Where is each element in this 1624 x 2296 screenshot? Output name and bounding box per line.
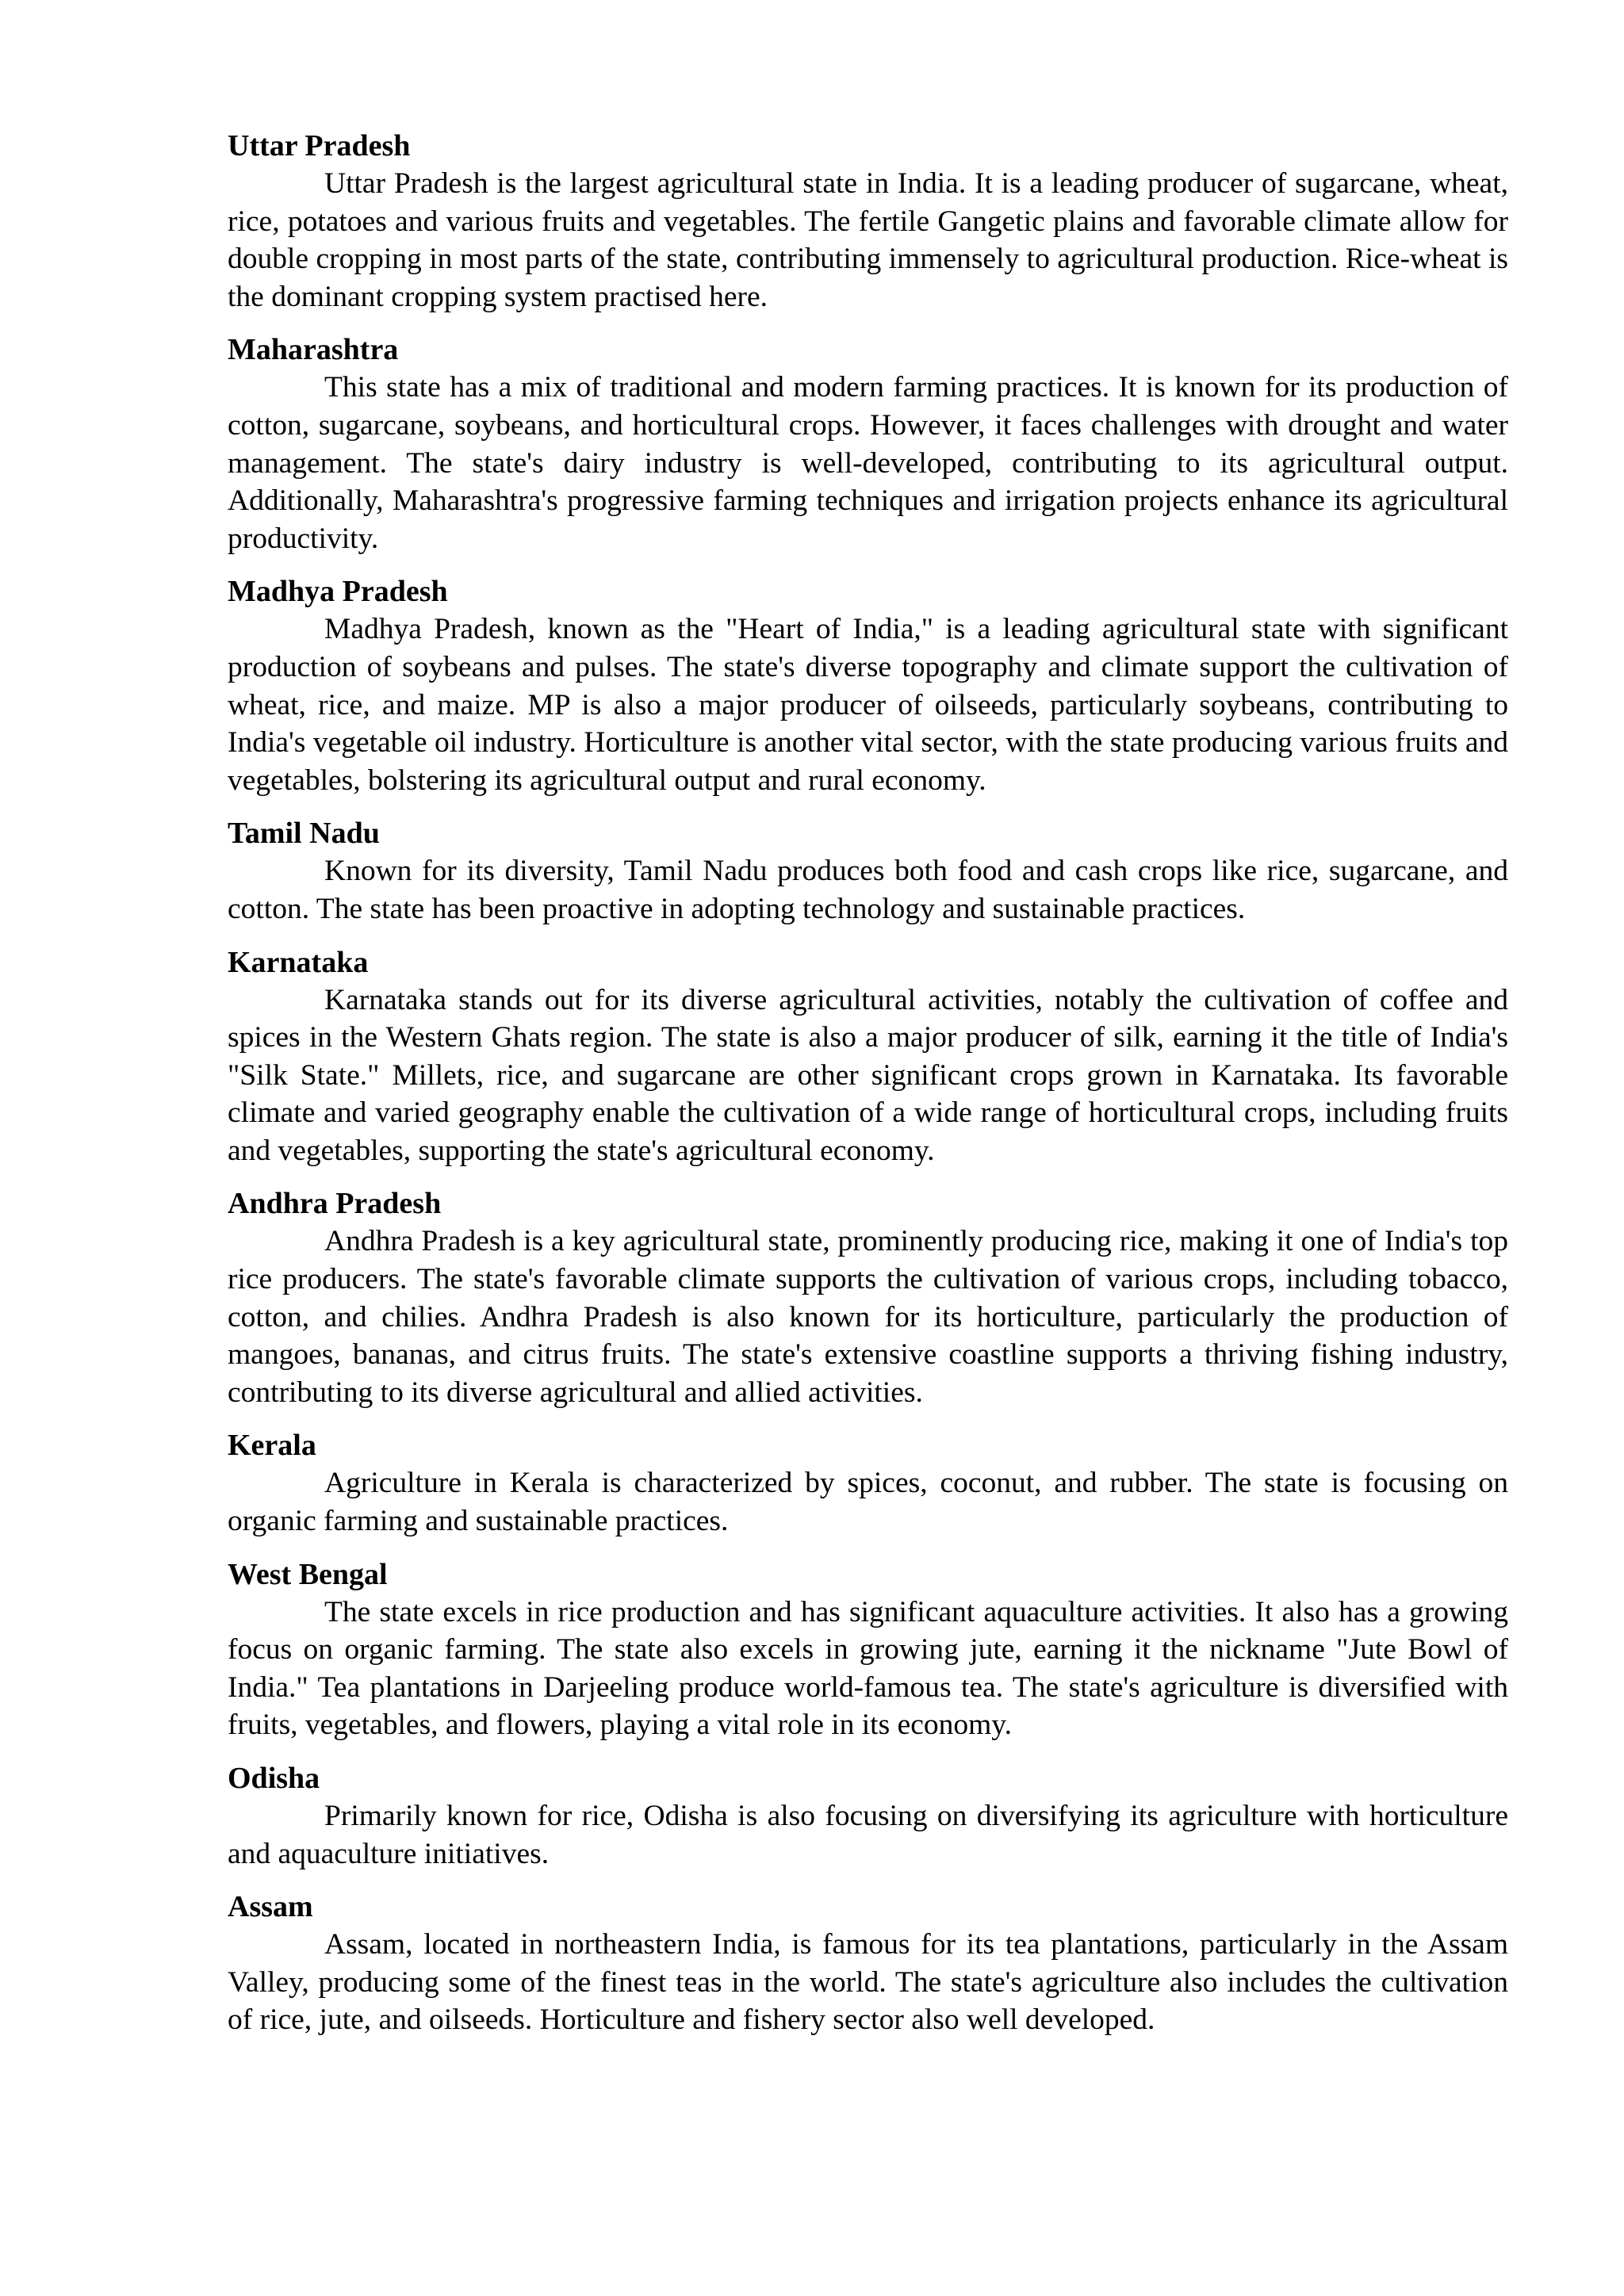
section-heading: Kerala [228, 1429, 316, 1463]
section-heading: Maharashtra [228, 333, 399, 367]
section-heading: Assam [228, 1890, 313, 1924]
section-heading: Odisha [228, 1762, 320, 1795]
section-heading: Tamil Nadu [228, 817, 380, 851]
section-andhra-pradesh [228, 1184, 1508, 1411]
section-paragraph: Assam, located in northeastern India, is famous for its tea plantations, particularly in the Assam Valley, producing some of the finest teas in the world. The state's agriculture also includes the cultivation of rice, jute, and oilseeds. Horticulture and fishery sector also well developed. [228, 1928, 1508, 2037]
section-karnataka [228, 943, 1508, 1170]
section-paragraph: Primarily known for rice, Odisha is also focusing on diversifying its agriculture with horticulture and aquaculture initiatives. [228, 1800, 1508, 1870]
section-paragraph: Madhya Pradesh, known as the "Heart of India," is a leading agricultural state with significant production of soybeans and pulses. The state's diverse topography and climate support the cultivation of wheat, rice, and maize. MP is also a major producer of oilseeds, particularly soybeans, contributing to India's vegetable oil industry. Horticulture is another vital sector, with the state producing various fruits and vegetables, bolstering its agricultural output and rural economy. [228, 613, 1508, 797]
section-assam [228, 1888, 1508, 2039]
section-paragraph: Agriculture in Kerala is characterized by spices, coconut, and rubber. The state is focusing on organic farming and sustainable practices. [228, 1467, 1508, 1538]
section-paragraph: Known for its diversity, Tamil Nadu produces both food and cash crops like rice, sugarcane, and cotton. The state has been proactive in adopting technology and sustainable practices. [228, 855, 1508, 925]
section-heading: Uttar Pradesh [228, 129, 411, 163]
section-odisha [228, 1759, 1508, 1873]
section-heading: Madhya Pradesh [228, 575, 448, 609]
section-heading: West Bengal [228, 1557, 388, 1591]
section-paragraph: The state excels in rice production and has significant aquaculture activities. It also has a growing focus on organic farming. The state also excels in growing jute, earning it the nickname "Jute Bowl of India." Tea plantations in Darjeeling produce world-famous tea. The state's agriculture is diversified with fruits, vegetables, and flowers, playing a vital role in its economy. [228, 1595, 1508, 1742]
section-west-bengal [228, 1556, 1508, 1744]
section-kerala [228, 1426, 1508, 1540]
section-maharashtra [228, 331, 1508, 557]
section-paragraph: Uttar Pradesh is the largest agricultural state in India. It is a leading producer of sugarcane, wheat, rice, potatoes and various fruits and vegetables. The fertile Gangetic plains and favorable climate allow for double cropping in most parts of the state, contributing immensely to agricultural production. Rice-wheat is the dominant cropping system practised here. [228, 167, 1508, 313]
section-uttar-pradesh [228, 127, 1508, 316]
section-heading: Karnataka [228, 945, 369, 979]
section-paragraph: Karnataka stands out for its diverse agricultural activities, notably the cultivation of coffee and spices in the Western Ghats region. The state is also a major producer of silk, earning it the title of India's "Silk State." Millets, rice, and sugarcane are other significant crops grown in Karnataka. Its favorable climate and varied geography enable the cultivation of a wide range of horticultural crops, including fruits and vegetables, supporting the state's agricultural economy. [228, 983, 1508, 1167]
section-madhya-pradesh [228, 572, 1508, 799]
section-tamil-nadu [228, 814, 1508, 928]
document-body [228, 127, 1508, 2054]
section-paragraph: This state has a mix of traditional and modern farming practices. It is known for its production of cotton, sugarcane, soybeans, and horticultural crops. However, it faces challenges with drought and water management. The state's dairy industry is well-developed, contributing to its agricultural output. Additionally, Maharashtra's progressive farming techniques and irrigation projects enhance its agricultural productivity. [228, 371, 1508, 555]
section-heading: Andhra Pradesh [228, 1187, 442, 1221]
section-paragraph: Andhra Pradesh is a key agricultural state, prominently producing rice, making it one of India's top rice producers. The state's favorable climate supports the cultivation of various crops, including tobacco, cotton, and chilies. Andhra Pradesh is also known for its horticulture, particularly the production of mangoes, bananas, and citrus fruits. The state's extensive coastline supports a thriving fishing industry, contributing to its diverse agricultural and allied activities. [228, 1225, 1508, 1409]
